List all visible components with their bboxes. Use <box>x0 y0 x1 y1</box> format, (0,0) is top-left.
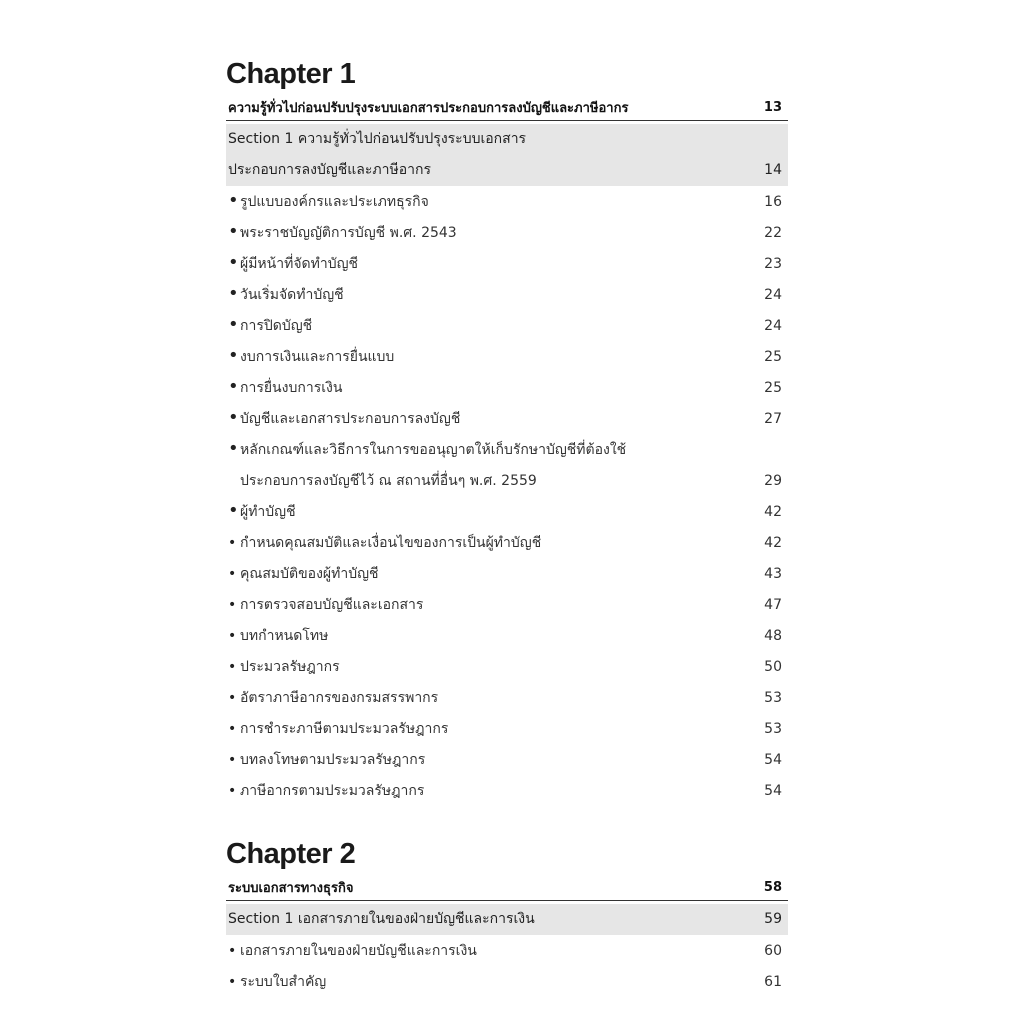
toc-item-page: 25 <box>764 348 782 365</box>
toc-item-text: ประมวลรัษฎากร <box>240 658 340 675</box>
toc-item-page: 16 <box>764 193 782 210</box>
chapter-1-section-1[interactable] <box>226 124 788 186</box>
toc-item-page: 29 <box>764 472 782 489</box>
toc-item-page: 23 <box>764 255 782 272</box>
bullet-icon: • <box>228 942 237 959</box>
section-title-line-1: Section 1 ความรู้ทั่วไปก่อนปรับปรุงระบบเอกสาร <box>228 131 527 147</box>
toc-item-text: บัญชีและเอกสารประกอบการลงบัญชี <box>240 410 461 427</box>
toc-item-text: ผู้มีหน้าที่จัดทำบัญชี <box>240 255 359 272</box>
toc-item[interactable] <box>226 775 788 806</box>
toc-item-page: 42 <box>764 503 782 520</box>
toc-item[interactable] <box>226 558 788 589</box>
toc-item-text: ภาษีอากรตามประมวลรัษฎากร <box>240 782 425 799</box>
chapter-1-title: Chapter 1 <box>226 58 356 90</box>
toc-item-page: 61 <box>764 973 782 990</box>
chapter-1-heading[interactable] <box>226 94 788 121</box>
bullet-icon: • <box>228 534 237 551</box>
toc-item-page: 53 <box>764 720 782 737</box>
toc-item-text: พระราชบัญญัติการบัญชี พ.ศ. 2543 <box>240 224 457 241</box>
toc-item-page: 25 <box>764 379 782 396</box>
toc-item-text: ผู้ทำบัญชี <box>240 503 296 520</box>
toc-item-page: 24 <box>764 286 782 303</box>
toc-item-text: การตรวจสอบบัญชีและเอกสาร <box>240 596 424 613</box>
toc-item-page: 22 <box>764 224 782 241</box>
toc-item[interactable] <box>226 403 788 434</box>
toc-item-page: 43 <box>764 565 782 582</box>
toc-item-page: 53 <box>764 689 782 706</box>
bullet-icon: • <box>228 973 237 990</box>
section-page: 59 <box>764 911 782 927</box>
toc-item-text: งบการเงินและการยื่นแบบ <box>240 348 395 365</box>
toc-item-page: 47 <box>764 596 782 613</box>
toc-item-text: วันเริ่มจัดทำบัญชี <box>240 286 344 303</box>
bullet-icon: • <box>228 627 237 644</box>
toc-item[interactable] <box>226 310 788 341</box>
toc-item[interactable] <box>226 372 788 403</box>
toc-item[interactable] <box>226 744 788 775</box>
toc-item-page: 50 <box>764 658 782 675</box>
bullet-icon: • <box>228 189 239 211</box>
bullet-icon: • <box>228 565 237 582</box>
bullet-icon: • <box>228 406 239 428</box>
toc-item[interactable] <box>226 496 788 527</box>
bullet-icon: • <box>228 437 239 459</box>
chapter-1-heading-page: 13 <box>763 99 782 115</box>
toc-item[interactable] <box>226 248 788 279</box>
toc-item[interactable] <box>226 589 788 620</box>
toc-item-text: การปิดบัญชี <box>240 317 313 334</box>
section-page: 14 <box>764 162 782 178</box>
toc-item-page: 27 <box>764 410 782 427</box>
toc-item-page: 54 <box>764 782 782 799</box>
toc-item-text: การชำระภาษีตามประมวลรัษฎากร <box>240 720 449 737</box>
toc-item-page: 60 <box>764 942 782 959</box>
toc-item[interactable] <box>226 682 788 713</box>
chapter-2-heading-text: ระบบเอกสารทางธุรกิจ <box>228 880 354 896</box>
bullet-icon: • <box>228 689 237 706</box>
toc-item-text: บทลงโทษตามประมวลรัษฎากร <box>240 751 426 768</box>
toc-item[interactable] <box>226 279 788 310</box>
chapter-1-heading-text: ความรู้ทั่วไปก่อนปรับปรุงระบบเอกสารประกอบการลงบัญชีและภาษีอากร <box>228 100 629 116</box>
toc-item-text: กำหนดคุณสมบัติและเงื่อนไขของการเป็นผู้ทำบัญชี <box>240 534 542 551</box>
toc-item-text: อัตราภาษีอากรของกรมสรรพากร <box>240 689 439 706</box>
bullet-icon: • <box>228 313 239 335</box>
bullet-icon: • <box>228 499 239 521</box>
bullet-icon: • <box>228 751 237 768</box>
toc-item-page: 54 <box>764 751 782 768</box>
chapter-2-section-1[interactable] <box>226 904 788 935</box>
toc-item-text: การยื่นงบการเงิน <box>240 379 343 396</box>
toc-item-text: รูปแบบองค์กรและประเภทธุรกิจ <box>240 193 429 210</box>
bullet-icon: • <box>228 658 237 675</box>
toc-item[interactable] <box>226 966 788 997</box>
bullet-icon: • <box>228 282 239 304</box>
section-title-line-2: ประกอบการลงบัญชีและภาษีอากร <box>228 162 431 178</box>
toc-item[interactable] <box>226 186 788 217</box>
bullet-icon: • <box>228 375 239 397</box>
toc-item-text-line-2: ประกอบการลงบัญชีไว้ ณ สถานที่อื่นๆ พ.ศ. 2559 <box>240 472 537 489</box>
toc-item-text: ระบบใบสำคัญ <box>240 973 327 990</box>
toc-item-text: เอกสารภายในของฝ่ายบัญชีและการเงิน <box>240 942 477 959</box>
toc-item[interactable] <box>226 341 788 372</box>
bullet-icon: • <box>228 344 239 366</box>
toc-item-page: 42 <box>764 534 782 551</box>
toc-item[interactable] <box>226 527 788 558</box>
toc-item-text: บทกำหนดโทษ <box>240 627 329 644</box>
bullet-icon: • <box>228 220 239 242</box>
bullet-icon: • <box>228 251 239 273</box>
bullet-icon: • <box>228 782 237 799</box>
chapter-2-heading[interactable] <box>226 874 788 901</box>
toc-item-text-line-1: หลักเกณฑ์และวิธีการในการขออนุญาตให้เก็บรักษาบัญชีที่ต้องใช้ <box>240 441 627 458</box>
toc-item[interactable] <box>226 620 788 651</box>
toc-item[interactable] <box>226 713 788 744</box>
toc-item-multiline[interactable] <box>226 434 788 496</box>
chapter-2-title: Chapter 2 <box>226 838 356 870</box>
toc-item-page: 24 <box>764 317 782 334</box>
toc-item[interactable] <box>226 217 788 248</box>
chapter-2-heading-page: 58 <box>763 879 782 895</box>
table-of-contents <box>226 54 788 997</box>
bullet-icon: • <box>228 596 237 613</box>
bullet-icon: • <box>228 720 237 737</box>
section-title-line-1: Section 1 เอกสารภายในของฝ่ายบัญชีและการเงิน <box>228 911 535 927</box>
toc-item-page: 48 <box>764 627 782 644</box>
toc-item-text: คุณสมบัติของผู้ทำบัญชี <box>240 565 379 582</box>
toc-item[interactable] <box>226 651 788 682</box>
toc-item[interactable] <box>226 935 788 966</box>
